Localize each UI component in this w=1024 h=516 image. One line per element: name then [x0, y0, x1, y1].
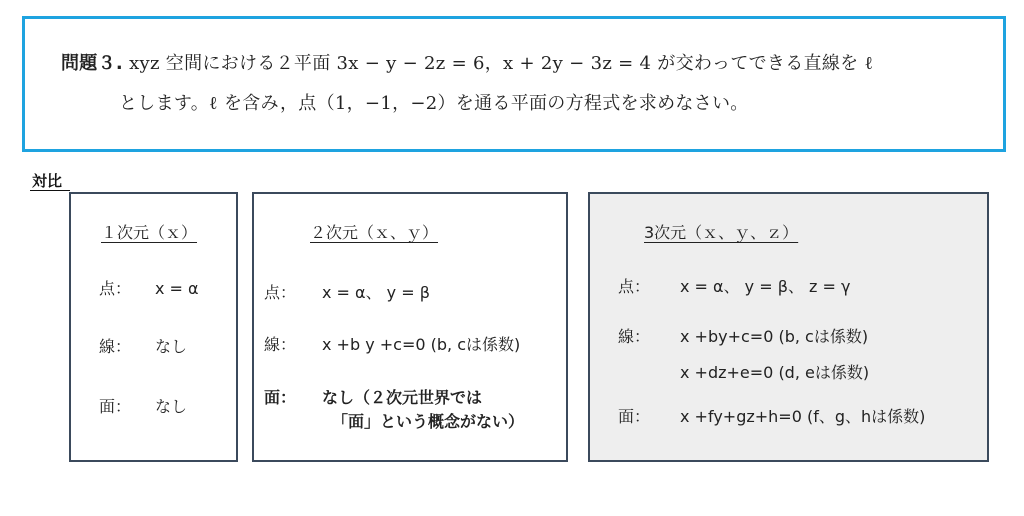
problem-box — [22, 16, 1006, 152]
point-key: 点： — [264, 283, 297, 302]
plane-value-1: なし（２次元世界では — [322, 388, 483, 407]
problem-label: 問題３. — [61, 53, 124, 74]
problem-text-1: xyz 空間における２平面 3x − y − 2z = 6，x + 2y − 3z = 4 が交わってできる直線を ℓ — [123, 53, 874, 74]
line-key: 線： — [99, 337, 132, 356]
point-value: x = α、 y = β、 z = γ — [680, 277, 851, 296]
point-value: x = α — [155, 279, 199, 298]
panel-1d — [69, 192, 238, 462]
plane-key: 面： — [618, 407, 651, 426]
plane-key: 面： — [264, 388, 297, 407]
plane-key: 面： — [99, 397, 132, 416]
plane-value: x +fy+gz+h=0 (f、g、hは係数) — [680, 407, 926, 426]
plane-value-2: 「面」という概念がない） — [332, 412, 525, 431]
point-key: 点： — [99, 279, 132, 298]
panel-2d-plane — [264, 386, 524, 434]
line-value-1: x +by+c=0 (b, cは係数) — [680, 327, 869, 346]
panel-1d-point — [99, 276, 199, 299]
panel-2d-line — [264, 332, 520, 355]
contrast-underline — [30, 190, 70, 191]
point-value: x = α、 y = β — [322, 283, 430, 302]
panel-1d-title: １次元（ｘ） — [101, 223, 198, 242]
panel-3d-point — [618, 274, 850, 297]
problem-line-2: とします。ℓ を含み，点（1，−1，−2）を通る平面の方程式を求めなさい。 — [119, 93, 749, 114]
panel-1d-plane — [99, 394, 187, 417]
contrast-heading: 対比 — [32, 172, 63, 190]
line-key: 線： — [618, 327, 651, 346]
line-key: 線： — [264, 335, 297, 354]
problem-line-1 — [61, 49, 873, 75]
panel-2d-point — [264, 280, 430, 303]
panel-3d-plane — [618, 404, 925, 427]
line-value-2: x +dz+e=0 (d, eは係数) — [680, 363, 870, 382]
line-value: なし — [155, 337, 188, 356]
point-key: 点： — [618, 277, 651, 296]
panel-2d — [252, 192, 568, 462]
panel-3d-line — [618, 324, 869, 386]
panel-3d-title: 3次元（ｘ、ｙ、ｚ） — [644, 223, 799, 242]
panel-3d — [588, 192, 989, 462]
panel-1d-line — [99, 334, 187, 357]
plane-value: なし — [155, 397, 188, 416]
line-value: x +b y +c=0 (b, cは係数) — [322, 335, 521, 354]
panel-2d-title: ２次元（ｘ、ｙ） — [310, 223, 439, 242]
